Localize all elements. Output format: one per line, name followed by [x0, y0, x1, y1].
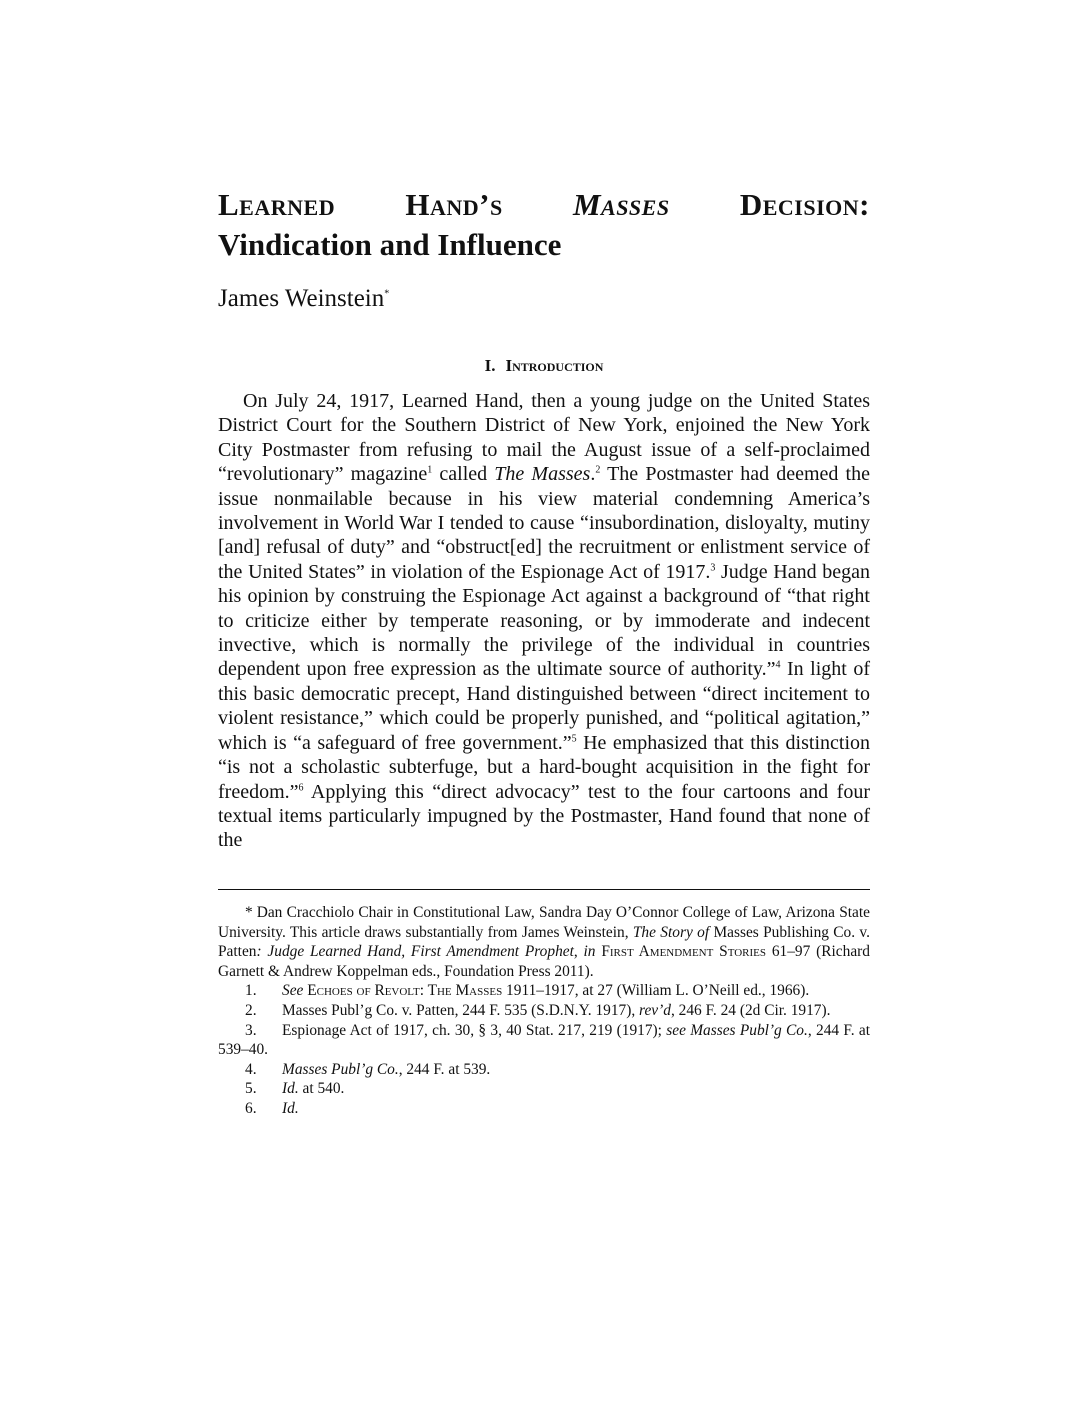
footnote-ref-3: 3	[710, 562, 716, 574]
footnote-text: Id.	[282, 1099, 299, 1117]
footnote-4	[218, 1060, 870, 1080]
body-paragraph	[218, 389, 870, 853]
footnote-5	[218, 1079, 870, 1099]
section-title: Introduction	[505, 356, 604, 375]
footnote-text: ,	[573, 943, 584, 961]
title-word-learned: Learned	[218, 187, 336, 222]
footnote-text: 1911–1917, at 27 (William L. O’Neill ed., 1966).	[502, 982, 810, 1000]
body-text-segment: On July 24, 1917, Learned Hand, then a young judge on the United States District Court for the Southern District of New York, enjoined the New York City Postmaster from refusing to mail the August issue of a self-proclaimed “revolutionary” magazine	[218, 390, 870, 486]
magazine-title: The Masses	[494, 463, 591, 486]
title-line-2: Vindication and Influence	[218, 227, 562, 262]
footnote-text: The Story of	[632, 923, 710, 941]
footnote-number: 6.	[245, 1099, 257, 1117]
footnote-number: 5.	[245, 1080, 257, 1098]
title-word-decision: Decision:	[739, 187, 870, 222]
body-text-segment: He emphasized that this distinction “is not a scholastic subterfuge, but a hard-bought acquisition in the fight for freedom.”	[218, 731, 870, 803]
footnote-text: Masses Publ’g Co.	[282, 1060, 399, 1078]
footnote-text: in	[583, 943, 596, 961]
footnote-ref-2: 2	[595, 464, 601, 476]
footnote-text: , 246 F. 24 (2d Cir. 1917).	[670, 1001, 831, 1019]
footnote-ref-4: 4	[775, 659, 781, 671]
footnote-number: 4.	[245, 1060, 257, 1078]
body-text-segment: .	[590, 463, 596, 486]
footnote-text: at 540.	[298, 1080, 345, 1098]
footnote-ref-5: 5	[571, 733, 577, 745]
footnote-text: Masses Publ’g Co. v. Patten, 244 F. 535 (S.D.N.Y. 1917),	[282, 1001, 640, 1019]
footnote-divider	[218, 889, 870, 890]
author-name: James Weinstein	[218, 285, 385, 312]
footnote-text: See	[282, 982, 304, 1000]
footnote-text: First Amendment Stories	[601, 943, 767, 961]
footnote-text: Echoes of Revolt: The Masses	[307, 982, 503, 1000]
footnote-text: Dan Cracchiolo Chair in Constitutional Law, Sandra Day O’Connor College of Law, Arizona State University. This article draws substantially from James Weinstein,	[218, 904, 870, 941]
section-number: I.	[484, 356, 496, 375]
footnote-star	[218, 903, 870, 981]
footnotes-section	[218, 903, 870, 1119]
footnote-star-marker: *	[245, 904, 253, 921]
article-title	[218, 181, 870, 265]
body-text-segment: Judge Hand began his opinion by construing the Espionage Act against a background of “that right to criticize either by temperate reasoning, or by immoderate and indecent invective, which is normally the privilege of the individual in countries dependent upon free expression as the ultimate source of authority.”	[218, 560, 871, 681]
body-text-segment: The Postmaster had deemed the issue nonmailable because in his view material condemning America’s involvement in World War I tended to cause “insubordination, disloyalty, mutiny [and] refusal of duty” and “obstruct[ed] the recruitment or enlistment service of the United States” in violation of the Espionage Act of 1917.	[218, 463, 870, 583]
footnote-text: Espionage Act of 1917, ch. 30, § 3, 40 Stat. 217, 219 (1917);	[282, 1021, 667, 1039]
body-text-segment: In light of this basic democratic precept, Hand distinguished between “direct incitement to violent resistance,” which could be properly punished, and “political agitation,” which is “a safeguard of free government.”	[218, 658, 870, 754]
body-text-segment: Applying this “direct advocacy” test to the four cartoons and four textual items particularly impugned by the Postmaster, Hand found that none of the	[218, 780, 870, 852]
footnote-text: rev’d	[639, 1001, 671, 1019]
footnote-number: 1.	[245, 982, 257, 1000]
section-heading	[218, 355, 870, 377]
title-line-1	[218, 181, 870, 225]
author-footnote-marker: *	[384, 288, 390, 300]
footnote-text: : Judge Learned Hand, First Amendment Prophet	[256, 943, 574, 961]
footnote-ref-1: 1	[427, 464, 433, 476]
footnote-6	[218, 1099, 870, 1119]
footnote-number: 3.	[245, 1021, 257, 1039]
footnote-text: see Masses Publ’g Co.	[666, 1021, 808, 1039]
footnote-2	[218, 1001, 870, 1021]
title-word-hands: Hand’s	[405, 187, 503, 222]
footnote-text: , 244 F. at 539.	[398, 1060, 491, 1078]
title-word-masses: Masses	[572, 187, 670, 222]
footnote-text: Id.	[282, 1080, 299, 1098]
footnote-text: , 244 F. at 539–40.	[218, 1021, 870, 1059]
footnote-3	[218, 1021, 870, 1060]
footnote-number: 2.	[245, 1001, 257, 1019]
footnote-text: Masses Publishing Co. v. Patten	[218, 923, 870, 961]
footnote-ref-6: 6	[298, 781, 304, 793]
footnote-text: 61–97 (Richard Garnett & Andrew Koppelman eds., Foundation Press 2011).	[218, 943, 870, 980]
body-text-segment: called	[432, 463, 495, 486]
author-byline	[218, 283, 389, 315]
footnote-1	[218, 981, 870, 1001]
